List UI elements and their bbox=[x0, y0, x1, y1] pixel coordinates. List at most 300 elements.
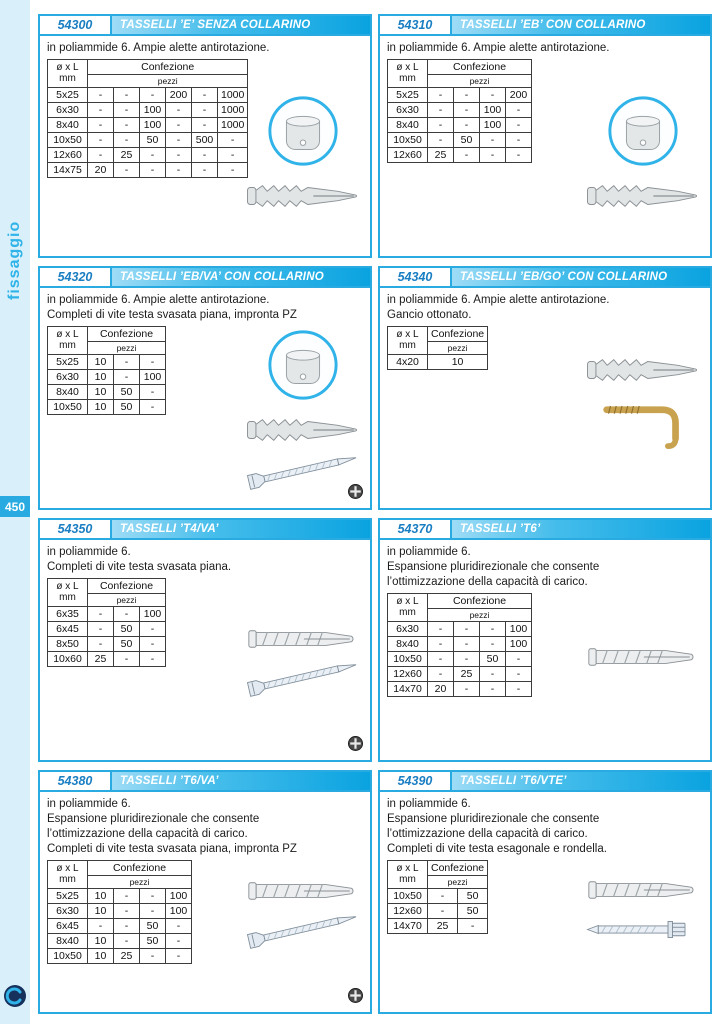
qty-cell: - bbox=[428, 903, 458, 918]
qty-cell: - bbox=[114, 117, 140, 132]
panel-body bbox=[40, 36, 370, 254]
qty-cell: 50 bbox=[140, 933, 166, 948]
product-title: TASSELLI ’EB’ CON COLLARINO bbox=[452, 16, 710, 34]
qty-cell: - bbox=[428, 636, 454, 651]
panel-header bbox=[40, 772, 370, 792]
spec-table bbox=[47, 59, 248, 178]
qty-cell: - bbox=[428, 651, 454, 666]
qty-cell: - bbox=[428, 117, 454, 132]
qty-cell: - bbox=[114, 162, 140, 177]
qty-cell: - bbox=[140, 384, 166, 399]
t6-anchor-icon bbox=[247, 877, 359, 905]
qty-cell: - bbox=[454, 636, 480, 651]
size-cell: 8x40 bbox=[388, 636, 428, 651]
product-panel-54300 bbox=[38, 14, 372, 258]
size-column-header bbox=[48, 59, 88, 87]
table-row bbox=[48, 933, 192, 948]
table-row bbox=[388, 87, 532, 102]
table-row bbox=[388, 354, 488, 369]
screw-icon bbox=[244, 445, 362, 494]
size-header-unit: mm bbox=[399, 607, 416, 619]
product-code: 54370 bbox=[380, 520, 452, 538]
panel-header bbox=[380, 268, 710, 288]
qty-cell: - bbox=[114, 606, 140, 621]
description-line: in poliammide 6. bbox=[387, 546, 471, 558]
product-title: TASSELLI ’T4/VA’ bbox=[112, 520, 370, 538]
qty-cell: - bbox=[140, 87, 166, 102]
qty-cell: - bbox=[454, 87, 480, 102]
product-panel-54340 bbox=[378, 266, 712, 510]
qty-cell: - bbox=[506, 102, 532, 117]
table-row bbox=[48, 162, 248, 177]
qty-cell: - bbox=[166, 132, 192, 147]
qty-cell: 1000 bbox=[218, 102, 248, 117]
qty-cell: - bbox=[428, 132, 454, 147]
qty-cell: - bbox=[88, 87, 114, 102]
table-row bbox=[48, 918, 192, 933]
qty-cell: 50 bbox=[114, 636, 140, 651]
product-images bbox=[240, 56, 366, 250]
qty-cell: - bbox=[480, 621, 506, 636]
description-line: in poliammide 6. bbox=[47, 546, 131, 558]
size-header-unit-symbol: ø x L bbox=[396, 863, 419, 875]
size-header-unit: mm bbox=[399, 340, 416, 352]
qty-cell: 10 bbox=[88, 903, 114, 918]
size-cell: 12x60 bbox=[388, 147, 428, 162]
t6-anchor-icon bbox=[247, 625, 359, 653]
qty-cell: - bbox=[454, 102, 480, 117]
qty-cell: - bbox=[114, 933, 140, 948]
product-title: TASSELLI ’EB/GO’ CON COLLARINO bbox=[452, 268, 710, 286]
ribbed-anchor-icon bbox=[585, 354, 701, 386]
pozidriv-head-icon bbox=[347, 987, 364, 1004]
qty-cell: - bbox=[88, 147, 114, 162]
qty-cell: - bbox=[192, 87, 218, 102]
product-panel-54320 bbox=[38, 266, 372, 510]
product-title: TASSELLI ’EB/VA’ CON COLLARINO bbox=[112, 268, 370, 286]
qty-cell: 100 bbox=[140, 606, 166, 621]
spec-table bbox=[47, 860, 192, 964]
qty-cell: - bbox=[480, 132, 506, 147]
size-header-unit: mm bbox=[399, 874, 416, 886]
product-description bbox=[387, 41, 703, 56]
qty-cell: - bbox=[428, 666, 454, 681]
pezzi-header: pezzi bbox=[428, 74, 532, 87]
qty-cell: 10 bbox=[428, 354, 488, 369]
spec-table bbox=[387, 860, 488, 934]
size-header-unit: mm bbox=[59, 874, 76, 886]
qty-cell: 50 bbox=[114, 621, 140, 636]
t6-anchor-icon bbox=[587, 876, 699, 904]
qty-cell: 25 bbox=[88, 651, 114, 666]
size-cell: 10x60 bbox=[48, 651, 88, 666]
brand-logo-icon bbox=[3, 984, 27, 1008]
description-line: in poliammide 6. bbox=[387, 798, 471, 810]
panel-body bbox=[40, 540, 370, 758]
qty-cell: 50 bbox=[454, 132, 480, 147]
spec-table bbox=[387, 593, 532, 697]
table-row bbox=[388, 102, 532, 117]
qty-cell: - bbox=[140, 399, 166, 414]
description-line: Completi di vite testa svasata piana. bbox=[47, 560, 232, 573]
size-header-unit: mm bbox=[59, 592, 76, 604]
size-cell: 14x70 bbox=[388, 681, 428, 696]
size-cell: 6x30 bbox=[48, 102, 88, 117]
qty-cell: - bbox=[166, 117, 192, 132]
qty-cell: - bbox=[140, 621, 166, 636]
panel-header bbox=[380, 772, 710, 792]
qty-cell: 10 bbox=[88, 354, 114, 369]
size-header-unit-symbol: ø x L bbox=[396, 329, 419, 341]
table-row bbox=[48, 948, 192, 963]
qty-cell: 100 bbox=[506, 621, 532, 636]
size-cell: 10x50 bbox=[388, 651, 428, 666]
table-row bbox=[48, 621, 166, 636]
qty-cell: - bbox=[114, 87, 140, 102]
qty-cell: 100 bbox=[506, 636, 532, 651]
table-row bbox=[48, 147, 248, 162]
product-title: TASSELLI ’T6/VA’ bbox=[112, 772, 370, 790]
qty-cell: 50 bbox=[458, 888, 488, 903]
qty-cell: 100 bbox=[140, 102, 166, 117]
product-description bbox=[387, 293, 703, 323]
qty-cell: 10 bbox=[88, 369, 114, 384]
qty-cell: - bbox=[114, 903, 140, 918]
confezione-header: Confezione bbox=[428, 860, 488, 875]
product-description bbox=[47, 41, 363, 56]
size-cell: 14x75 bbox=[48, 162, 88, 177]
panel-body bbox=[380, 288, 710, 506]
size-cell: 8x40 bbox=[48, 117, 88, 132]
qty-cell: - bbox=[114, 132, 140, 147]
qty-cell: - bbox=[480, 87, 506, 102]
qty-cell: - bbox=[140, 147, 166, 162]
qty-cell: - bbox=[218, 132, 248, 147]
size-cell: 6x35 bbox=[48, 606, 88, 621]
panel-header bbox=[40, 520, 370, 540]
qty-cell: 10 bbox=[88, 399, 114, 414]
qty-cell: - bbox=[480, 681, 506, 696]
size-cell: 8x40 bbox=[48, 933, 88, 948]
qty-cell: - bbox=[428, 87, 454, 102]
qty-cell: - bbox=[166, 948, 192, 963]
product-images bbox=[240, 308, 366, 502]
product-panel-54350 bbox=[38, 518, 372, 762]
size-column-header bbox=[388, 860, 428, 888]
size-header-unit-symbol: ø x L bbox=[56, 863, 79, 875]
confezione-header: Confezione bbox=[428, 59, 532, 74]
product-code: 54390 bbox=[380, 772, 452, 790]
table-row bbox=[48, 903, 192, 918]
qty-cell: - bbox=[428, 102, 454, 117]
qty-cell: - bbox=[140, 651, 166, 666]
qty-cell: - bbox=[192, 102, 218, 117]
qty-cell: 20 bbox=[88, 162, 114, 177]
size-header-unit: mm bbox=[59, 73, 76, 85]
qty-cell: 50 bbox=[114, 399, 140, 414]
size-cell: 8x40 bbox=[388, 117, 428, 132]
qty-cell: - bbox=[140, 354, 166, 369]
product-description bbox=[47, 293, 363, 323]
description-line: in poliammide 6. Ampie alette antirotazione. bbox=[387, 294, 610, 306]
qty-cell: - bbox=[454, 621, 480, 636]
t6-anchor-icon bbox=[587, 643, 699, 671]
size-cell: 5x25 bbox=[48, 888, 88, 903]
qty-cell: - bbox=[114, 369, 140, 384]
pezzi-header: pezzi bbox=[428, 608, 532, 621]
qty-cell: - bbox=[192, 147, 218, 162]
size-header-unit-symbol: ø x L bbox=[56, 329, 79, 341]
qty-cell: 10 bbox=[88, 888, 114, 903]
description-line: in poliammide 6. Ampie alette antirotazione. bbox=[47, 294, 270, 306]
size-column-header bbox=[388, 593, 428, 621]
qty-cell: 100 bbox=[480, 102, 506, 117]
pezzi-header: pezzi bbox=[88, 341, 166, 354]
product-images bbox=[240, 560, 366, 754]
qty-cell: - bbox=[88, 606, 114, 621]
product-images bbox=[580, 56, 706, 250]
confezione-header: Confezione bbox=[88, 59, 248, 74]
panel-grid bbox=[38, 14, 712, 1014]
ribbed-anchor-icon bbox=[245, 180, 361, 212]
qty-cell: - bbox=[114, 102, 140, 117]
page-number-badge: 450 bbox=[0, 496, 30, 517]
qty-cell: 20 bbox=[428, 681, 454, 696]
qty-cell: - bbox=[88, 117, 114, 132]
qty-cell: - bbox=[166, 162, 192, 177]
table-row bbox=[48, 354, 166, 369]
size-cell: 8x40 bbox=[48, 384, 88, 399]
qty-cell: - bbox=[454, 147, 480, 162]
size-cell: 10x50 bbox=[388, 132, 428, 147]
panel-header bbox=[40, 268, 370, 288]
qty-cell: - bbox=[480, 666, 506, 681]
table-row bbox=[388, 147, 532, 162]
size-cell: 6x45 bbox=[48, 918, 88, 933]
anchor-top-circle-icon bbox=[606, 94, 680, 168]
qty-cell: - bbox=[140, 162, 166, 177]
product-description bbox=[47, 797, 363, 857]
qty-cell: - bbox=[454, 681, 480, 696]
qty-cell: 10 bbox=[88, 948, 114, 963]
description-line: in poliammide 6. bbox=[47, 798, 131, 810]
qty-cell: 100 bbox=[166, 903, 192, 918]
pozidriv-head-icon bbox=[347, 483, 364, 500]
table-row bbox=[48, 636, 166, 651]
table-row bbox=[48, 651, 166, 666]
qty-cell: - bbox=[140, 888, 166, 903]
qty-cell: - bbox=[88, 132, 114, 147]
qty-cell: - bbox=[454, 117, 480, 132]
product-code: 54300 bbox=[40, 16, 112, 34]
qty-cell: - bbox=[192, 117, 218, 132]
pezzi-header: pezzi bbox=[88, 875, 192, 888]
qty-cell: - bbox=[428, 888, 458, 903]
description-line: Gancio ottonato. bbox=[387, 308, 472, 321]
product-title: TASSELLI ’T6’ bbox=[452, 520, 710, 538]
size-cell: 6x45 bbox=[48, 621, 88, 636]
panel-header bbox=[40, 16, 370, 36]
description-line: Completi di vite testa esagonale e rondella. bbox=[387, 842, 607, 855]
product-code: 54310 bbox=[380, 16, 452, 34]
qty-cell: - bbox=[166, 918, 192, 933]
qty-cell: 50 bbox=[140, 132, 166, 147]
anchor-top-circle-icon bbox=[266, 94, 340, 168]
qty-cell: - bbox=[218, 147, 248, 162]
qty-cell: - bbox=[506, 132, 532, 147]
confezione-header: Confezione bbox=[88, 578, 166, 593]
qty-cell: - bbox=[506, 651, 532, 666]
size-column-header bbox=[48, 326, 88, 354]
qty-cell: 100 bbox=[480, 117, 506, 132]
product-title: TASSELLI ’E’ SENZA COLLARINO bbox=[112, 16, 370, 34]
qty-cell: - bbox=[140, 636, 166, 651]
table-row bbox=[388, 903, 488, 918]
panel-body bbox=[40, 288, 370, 506]
table-row bbox=[48, 102, 248, 117]
panel-body bbox=[380, 36, 710, 254]
qty-cell: 50 bbox=[480, 651, 506, 666]
qty-cell: - bbox=[114, 918, 140, 933]
qty-cell: - bbox=[140, 903, 166, 918]
qty-cell: 200 bbox=[166, 87, 192, 102]
confezione-header: Confezione bbox=[88, 326, 166, 341]
qty-cell: - bbox=[166, 102, 192, 117]
size-cell: 10x50 bbox=[48, 399, 88, 414]
qty-cell: - bbox=[480, 636, 506, 651]
size-column-header bbox=[48, 860, 88, 888]
qty-cell: 100 bbox=[140, 117, 166, 132]
qty-cell: 500 bbox=[192, 132, 218, 147]
qty-cell: 50 bbox=[140, 918, 166, 933]
product-panel-54390 bbox=[378, 770, 712, 1014]
table-row bbox=[48, 117, 248, 132]
size-cell: 6x30 bbox=[388, 102, 428, 117]
size-cell: 5x25 bbox=[48, 354, 88, 369]
qty-cell: - bbox=[88, 636, 114, 651]
description-line: l’ottimizzazione della capacità di carico. bbox=[387, 575, 588, 588]
panel-body bbox=[380, 792, 710, 1010]
size-header-unit-symbol: ø x L bbox=[56, 581, 79, 593]
description-line: Espansione pluridirezionale che consente bbox=[387, 812, 600, 825]
hex-screw-icon bbox=[584, 916, 702, 943]
screw-icon bbox=[244, 904, 362, 953]
size-cell: 10x50 bbox=[48, 948, 88, 963]
description-line: in poliammide 6. Ampie alette antirotazione. bbox=[387, 42, 610, 54]
qty-cell: - bbox=[506, 147, 532, 162]
product-panel-54310 bbox=[378, 14, 712, 258]
pezzi-header: pezzi bbox=[88, 74, 248, 87]
product-panel-54380 bbox=[38, 770, 372, 1014]
description-line: in poliammide 6. Ampie alette antirotazione. bbox=[47, 42, 270, 54]
product-description bbox=[387, 797, 703, 857]
qty-cell: 10 bbox=[88, 384, 114, 399]
size-column-header bbox=[388, 326, 428, 354]
ribbed-anchor-icon bbox=[585, 180, 701, 212]
description-line: l’ottimizzazione della capacità di carico. bbox=[387, 827, 588, 840]
table-row bbox=[48, 606, 166, 621]
category-label: fissaggio bbox=[6, 220, 23, 300]
table-row bbox=[48, 369, 166, 384]
qty-cell: - bbox=[506, 681, 532, 696]
qty-cell: - bbox=[454, 651, 480, 666]
brass-hook-icon bbox=[599, 398, 687, 456]
pezzi-header: pezzi bbox=[428, 341, 488, 354]
table-row bbox=[388, 636, 532, 651]
size-cell: 6x30 bbox=[48, 369, 88, 384]
table-row bbox=[388, 666, 532, 681]
product-description bbox=[47, 545, 363, 575]
qty-cell: 25 bbox=[428, 918, 458, 933]
qty-cell: 200 bbox=[506, 87, 532, 102]
size-header-unit-symbol: ø x L bbox=[396, 596, 419, 608]
product-code: 54380 bbox=[40, 772, 112, 790]
table-row bbox=[48, 399, 166, 414]
qty-cell: 1000 bbox=[218, 117, 248, 132]
qty-cell: - bbox=[88, 621, 114, 636]
qty-cell: - bbox=[166, 933, 192, 948]
qty-cell: - bbox=[88, 918, 114, 933]
spec-table bbox=[387, 59, 532, 163]
qty-cell: - bbox=[166, 147, 192, 162]
ribbed-anchor-icon bbox=[245, 414, 361, 446]
qty-cell: - bbox=[114, 651, 140, 666]
qty-cell: 10 bbox=[88, 933, 114, 948]
qty-cell: 100 bbox=[166, 888, 192, 903]
size-column-header bbox=[48, 578, 88, 606]
qty-cell: 50 bbox=[458, 903, 488, 918]
table-row bbox=[388, 651, 532, 666]
description-line: Completi di vite testa svasata piana, impronta PZ bbox=[47, 842, 297, 855]
spec-table bbox=[47, 326, 166, 415]
qty-cell: - bbox=[114, 888, 140, 903]
qty-cell: 25 bbox=[114, 147, 140, 162]
qty-cell: 25 bbox=[454, 666, 480, 681]
qty-cell: - bbox=[480, 147, 506, 162]
product-code: 54350 bbox=[40, 520, 112, 538]
qty-cell: - bbox=[88, 102, 114, 117]
size-column-header bbox=[388, 59, 428, 87]
size-cell: 14x70 bbox=[388, 918, 428, 933]
spec-table bbox=[47, 578, 166, 667]
qty-cell: - bbox=[114, 354, 140, 369]
table-row bbox=[48, 87, 248, 102]
panel-header bbox=[380, 520, 710, 540]
qty-cell: - bbox=[506, 117, 532, 132]
confezione-header: Confezione bbox=[428, 593, 532, 608]
size-cell: 8x50 bbox=[48, 636, 88, 651]
size-header-unit-symbol: ø x L bbox=[396, 62, 419, 74]
pezzi-header: pezzi bbox=[88, 593, 166, 606]
screw-icon bbox=[244, 652, 362, 701]
table-row bbox=[48, 888, 192, 903]
qty-cell: 50 bbox=[114, 384, 140, 399]
size-cell: 5x25 bbox=[48, 87, 88, 102]
qty-cell: 100 bbox=[140, 369, 166, 384]
confezione-header: Confezione bbox=[428, 326, 488, 341]
qty-cell: - bbox=[506, 666, 532, 681]
panel-body bbox=[40, 792, 370, 1010]
anchor-top-circle-icon bbox=[266, 328, 340, 402]
size-header-unit-symbol: ø x L bbox=[56, 62, 79, 74]
qty-cell: 25 bbox=[114, 948, 140, 963]
size-cell: 4x20 bbox=[388, 354, 428, 369]
table-row bbox=[388, 132, 532, 147]
table-row bbox=[388, 621, 532, 636]
size-cell: 10x50 bbox=[388, 888, 428, 903]
table-row bbox=[388, 681, 532, 696]
table-row bbox=[388, 918, 488, 933]
